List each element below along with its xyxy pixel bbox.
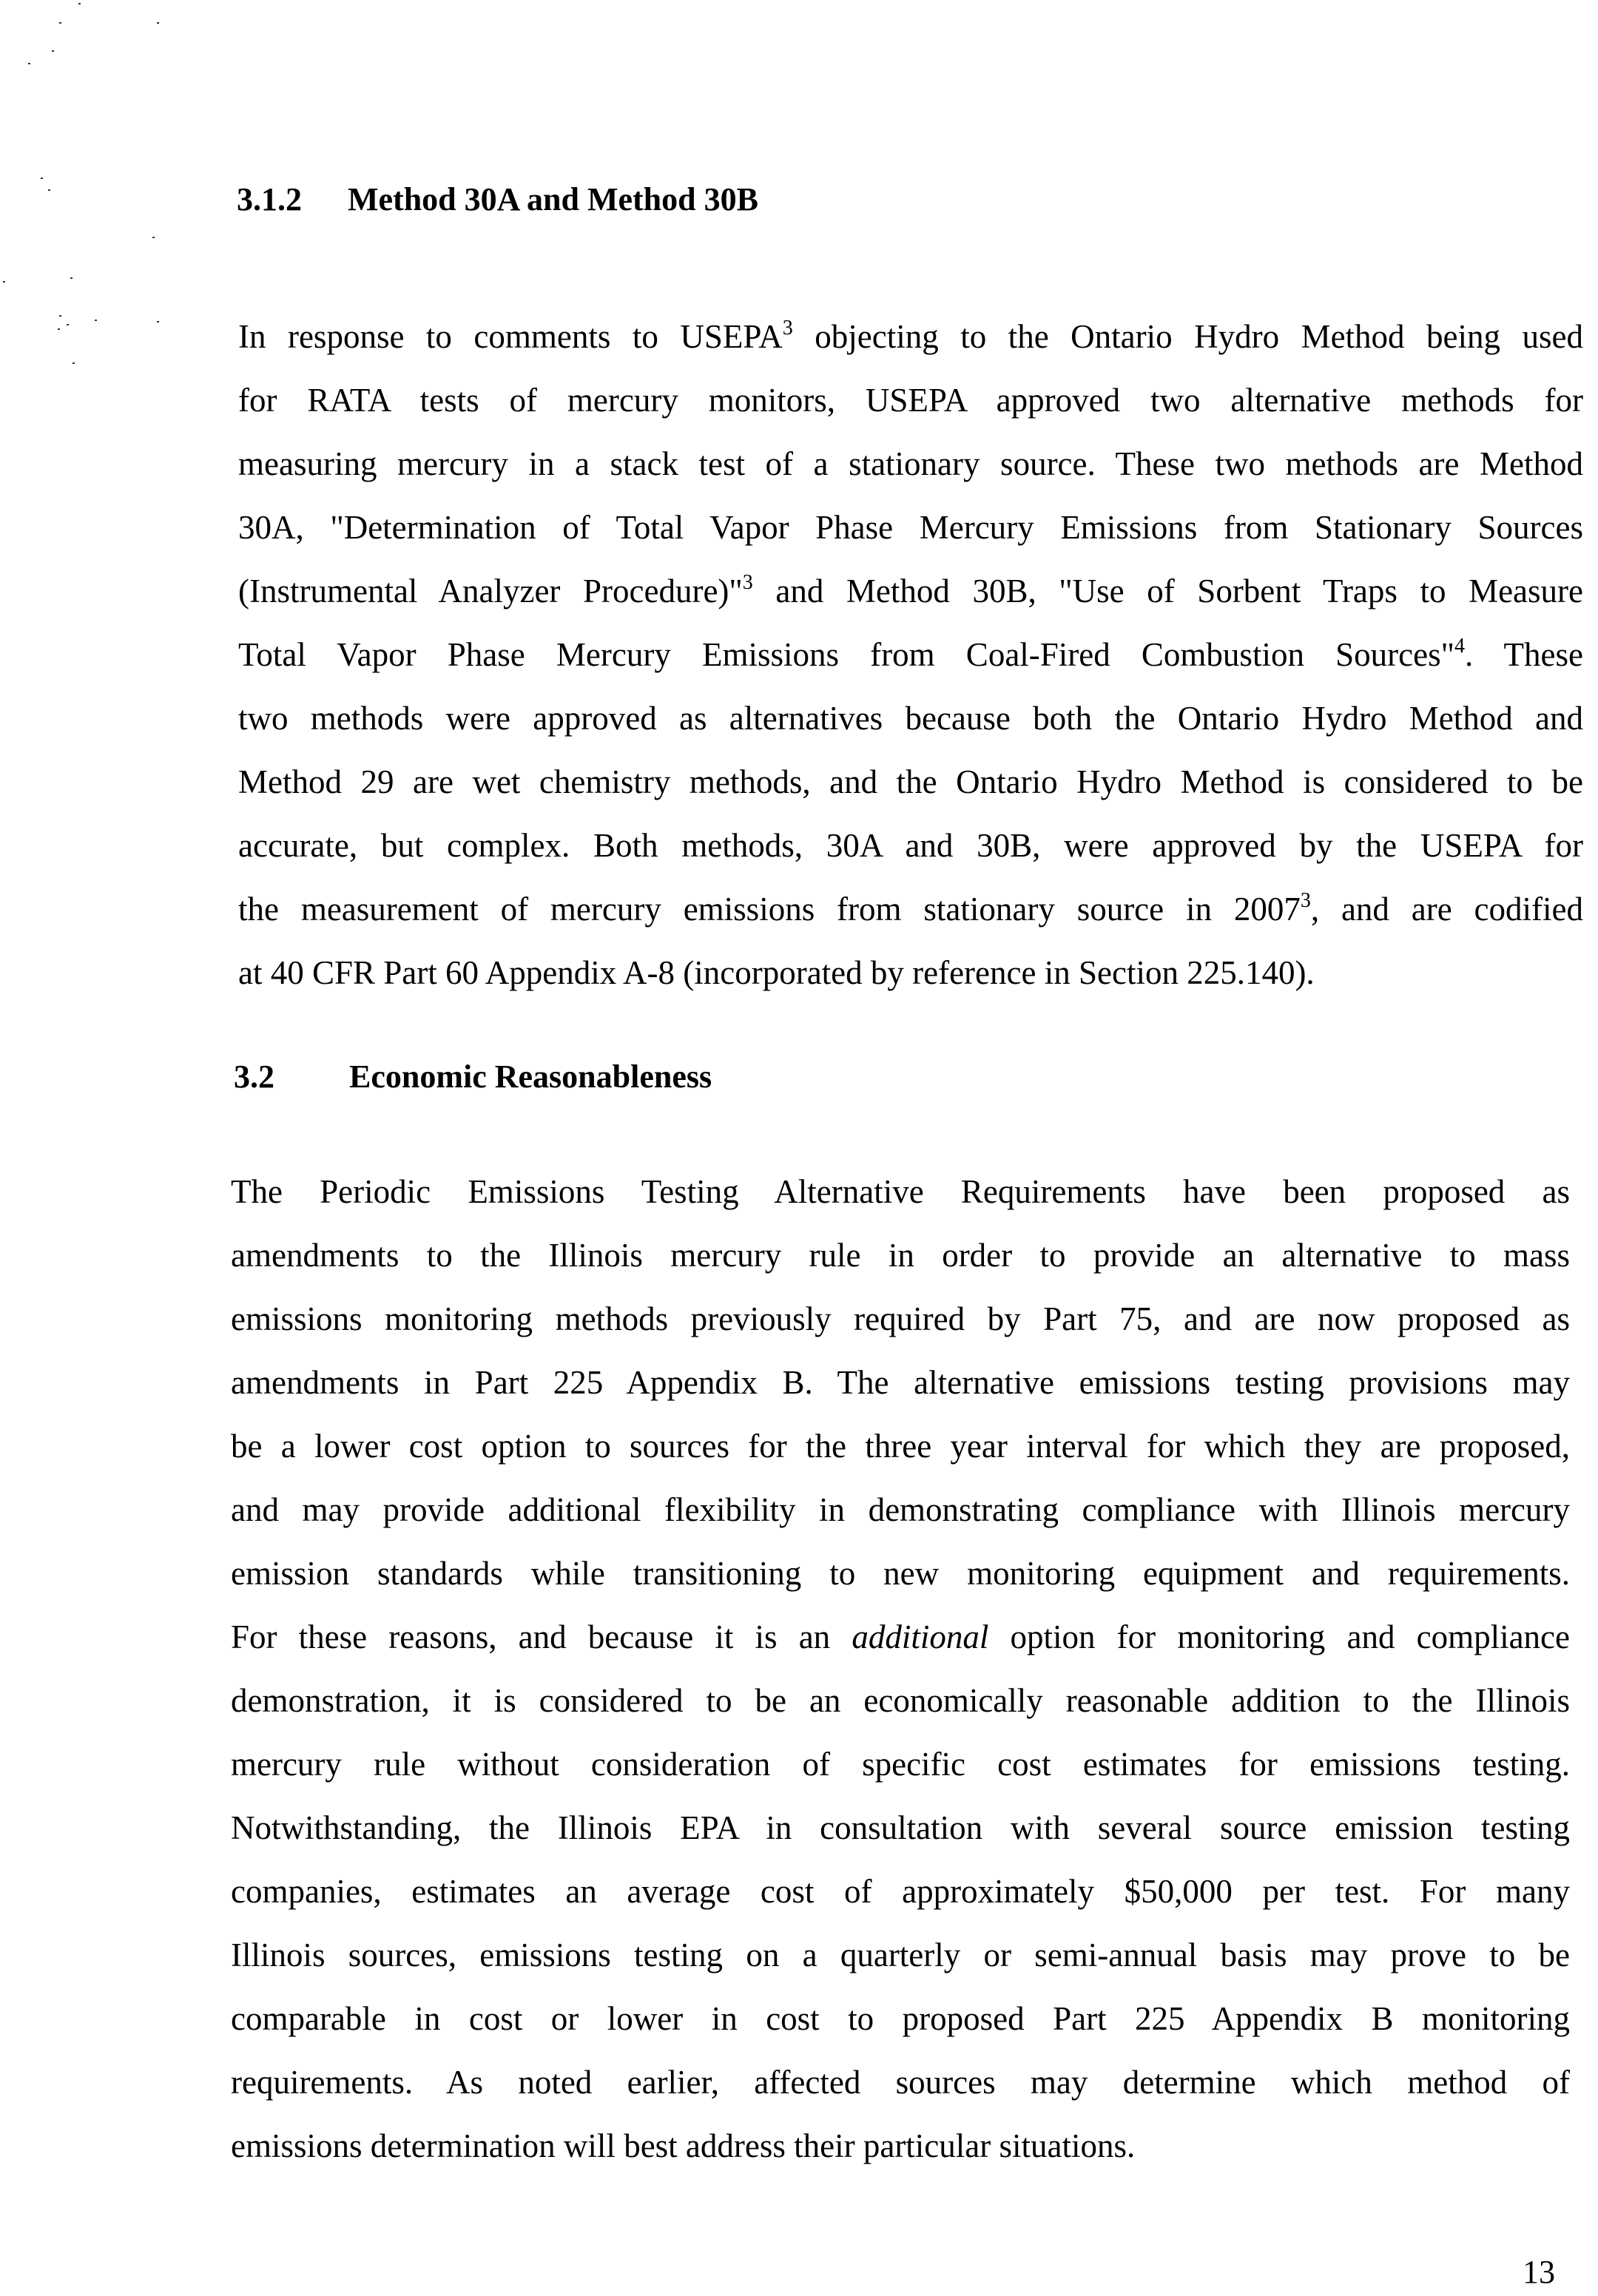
scan-artifact	[52, 50, 54, 52]
section-heading-3-2	[234, 1058, 712, 1095]
text-line: 30A, "Determination of Total Vapor Phase Mercury Emissions from Stationary Sources	[238, 509, 1583, 546]
paragraph-methods	[238, 305, 1583, 1004]
section-heading-3-1-2	[237, 183, 758, 216]
scan-artifact	[48, 189, 50, 191]
scan-artifact	[70, 277, 73, 279]
text-line: emissions monitoring methods previously required by Part 75, and are now proposed as	[231, 1300, 1570, 1337]
scan-artifact	[59, 22, 61, 24]
scan-artifact	[58, 328, 60, 330]
scan-artifact	[67, 324, 69, 325]
text-line: Total Vapor Phase Mercury Emissions from Coal-Fired Combustion Sources"$^4$. These	[238, 635, 1583, 673]
scan-artifact	[41, 178, 43, 179]
scan-artifact	[152, 237, 155, 238]
text-line: be a lower cost option to sources for the three year interval for which they are proposed,	[231, 1428, 1570, 1465]
footnote-ref: 3	[1300, 889, 1311, 912]
footnote-ref: 3	[782, 317, 793, 340]
text-line: two methods were approved as alternatives because both the Ontario Hydro Method and	[238, 700, 1583, 737]
section-number: 3.1.2	[237, 181, 302, 217]
scan-artifact	[3, 281, 5, 283]
text-line: accurate, but complex. Both methods, 30A and 30B, were approved by the USEPA for	[238, 827, 1583, 864]
text-line: mercury rule without consideration of specific cost estimates for emissions testing.	[231, 1746, 1570, 1783]
text-line: Notwithstanding, the Illinois EPA in consultation with several source emission testing	[231, 1809, 1570, 1846]
scan-artifact	[157, 22, 159, 24]
text-line: (Instrumental Analyzer Procedure)"$^3$ and Method 30B, "Use of Sorbent Traps to Measure	[238, 571, 1584, 610]
footnote-ref: 3	[742, 571, 753, 594]
paragraph-economic	[231, 1160, 1570, 2178]
text-line: demonstration, it is considered to be an economically reasonable addition to the Illinois	[231, 1682, 1570, 1719]
text-line: In response to comments to USEPA$^3$ objecting to the Ontario Hydro Method being used	[238, 317, 1583, 355]
page-number: 13	[1523, 2254, 1555, 2290]
text-line: amendments to the Illinois mercury rule in order to provide an alternative to mass	[231, 1237, 1570, 1274]
text-line: comparable in cost or lower in cost to proposed Part 225 Appendix B monitoring	[231, 2000, 1570, 2037]
scan-artifact	[59, 315, 61, 317]
text-line: the measurement of mercury emissions from stationary source in 2007$^3$, and are codified	[238, 889, 1583, 928]
footnote-ref: 4	[1454, 635, 1465, 658]
text-line: The Periodic Emissions Testing Alternative Requirements have been proposed as	[231, 1173, 1570, 1210]
emphasis: additional	[852, 1618, 989, 1655]
text-line: for RATA tests of mercury monitors, USEPA approved two alternative methods for	[238, 382, 1583, 419]
scan-artifact	[78, 3, 81, 4]
text-line: emission standards while transitioning to new monitoring equipment and requirements.	[231, 1555, 1570, 1592]
section-number: 3.2	[234, 1058, 274, 1095]
text-line: Illinois sources, emissions testing on a quarterly or semi-annual basis may prove to be	[231, 1937, 1570, 1973]
section-title: Method 30A and Method 30B	[348, 181, 758, 217]
text-line: Method 29 are wet chemistry methods, and the Ontario Hydro Method is considered to be	[238, 763, 1583, 800]
scan-artifact	[73, 362, 75, 364]
text-line: companies, estimates an average cost of approximately $50,000 per test. For many	[231, 1873, 1570, 1910]
text-line: and may provide additional flexibility in demonstrating compliance with Illinois mercury	[231, 1491, 1570, 1528]
scan-artifact	[28, 63, 30, 64]
scan-artifact	[157, 321, 159, 323]
scan-artifact	[95, 320, 97, 321]
text-line: emissions determination will best address their particular situations.	[231, 2127, 1136, 2164]
section-title: Economic Reasonableness	[349, 1058, 712, 1095]
text-line: For these reasons, and because it is an additional option for monitoring and compliance	[231, 1618, 1571, 1655]
text-line: at 40 CFR Part 60 Appendix A-8 (incorporated by reference in Section 225.140).	[238, 954, 1315, 991]
text-line: amendments in Part 225 Appendix B. The alternative emissions testing provisions may	[231, 1364, 1570, 1401]
text-line: requirements. As noted earlier, affected sources may determine which method of	[231, 2064, 1570, 2101]
text-line: measuring mercury in a stack test of a stationary source. These two methods are Method	[238, 445, 1583, 482]
